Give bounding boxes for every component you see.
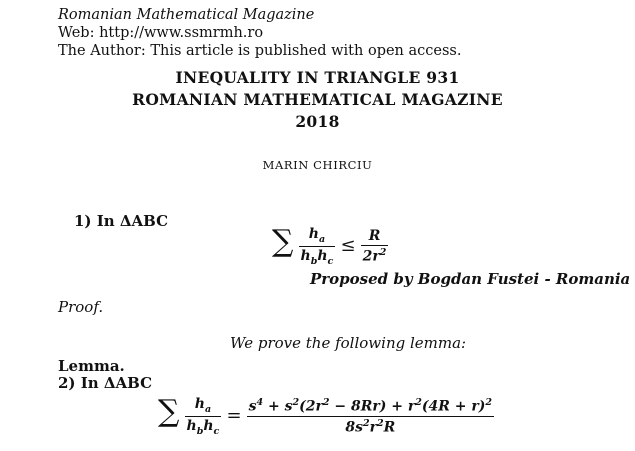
journal-name: Romanian Mathematical Magazine [58,7,315,23]
lemma-intro: We prove the following lemma: [230,334,467,352]
author-name: MARIN CHIRCIU [262,158,373,172]
problem-label: 1) In ΔABC [74,212,169,230]
sum-symbol: ∑ [158,393,180,429]
inequality-1: ∑ $\frac{h_a}{h_bh_c}$ ≤ $\frac{R}{2r^2}$ [272,223,387,267]
lemma-identity: ∑ $\frac{h_a}{h_bh_c}$ = $\frac{s^4 + s^2(2r^2 - 8Rr) + r^2(4R + r)^2}{8s^2r^2R}$ [158,393,493,437]
title-line-1: INEQUALITY IN TRIANGLE 931 [175,68,460,87]
web-link[interactable]: Web: http://www.ssmrmh.ro [58,25,264,41]
fraction-ha-hbhc: $\frac{h_a}{h_bh_c}$ [186,396,220,437]
proposed-by: Proposed by Bogdan Fustei - Romania [310,270,631,288]
lemma-label: Lemma. [58,357,125,375]
fraction-ha-hbhc: $\frac{h_a}{h_bh_c}$ [300,226,334,267]
fraction-R-2r2: $\frac{R}{2r^2}$ [362,227,387,265]
title-line-2: ROMANIAN MATHEMATICAL MAGAZINE [132,90,503,109]
sum-symbol: ∑ [272,223,294,259]
lemma-statement: 2) In ΔABC [58,374,153,392]
proof-label: Proof. [58,298,104,316]
access-note: The Author: This article is published with open access. [58,43,462,59]
fraction-lemma-rhs: $\frac{s^4 + s^2(2r^2 - 8Rr) + r^2(4R + r)^2}{8s^2r^2R}$ [248,397,493,436]
title-line-3: 2018 [295,112,340,131]
